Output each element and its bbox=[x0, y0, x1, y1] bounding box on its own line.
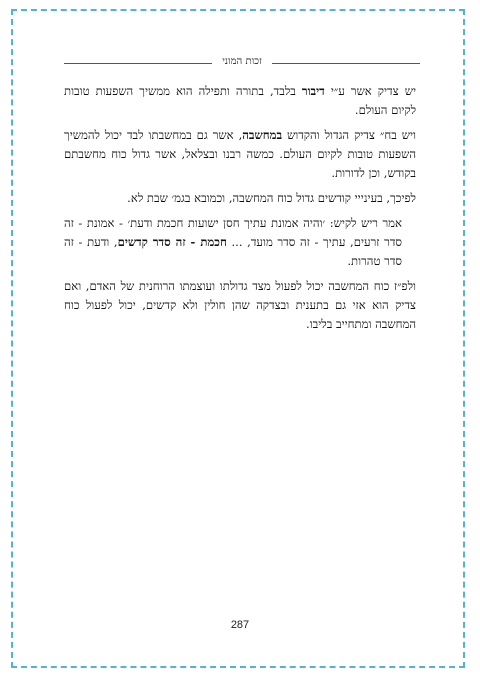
paragraph-conclusion bbox=[64, 277, 416, 334]
paragraph-text: , אשר גם במחשבתו לבד יכול להמשיך השפעות טובות לקיום העולם. כמשה רבנו ובצלאל, אשר גדול כוח מחשבתם בקודש, וכן לדורות. bbox=[64, 128, 416, 180]
quote-text: , ודעת - זה סדר טהרות. bbox=[64, 235, 402, 268]
paragraph-text: לפיכך, בעינייי קודשים גדול כוח המחשבה, וכמובא בגמ׳ שבת לא. bbox=[127, 191, 416, 205]
quote-block bbox=[64, 214, 416, 271]
paragraph-text: יש צדיק אשר ע״י bbox=[324, 84, 416, 98]
page-number: 287 bbox=[230, 619, 250, 631]
paragraph-thought bbox=[64, 126, 416, 183]
running-header bbox=[64, 55, 420, 69]
paragraph-text: ויש בח״ צדיק הגדול והקדוש bbox=[282, 128, 416, 142]
bold-term: דיבור bbox=[301, 84, 325, 98]
paragraph-text: בלבד, בתורה ותפילה הוא ממשיך השפעות טובות לקיום העולם. bbox=[64, 84, 416, 117]
bold-term: במחשבה bbox=[242, 128, 283, 142]
header-rule-left bbox=[64, 63, 212, 64]
header-rule-right bbox=[272, 63, 420, 64]
page-body bbox=[64, 82, 416, 340]
paragraph-text: ולפ״ז כוח המחשבה יכול לפעול מצד גדולתו ועוצמתו הרוחנית של האדם, ואם צדיק הוא אזי גם בתענית ובצדקה שהן חולין ולא קדשים, יכול לפעול כוח המחשבה ומתחייב בליבו. bbox=[64, 279, 416, 331]
paragraph-speech bbox=[64, 82, 416, 120]
bold-term: חכמת - זה סדר קדשים bbox=[117, 235, 227, 249]
header-title: זכות המוני bbox=[222, 56, 262, 67]
paragraph-citation-intro bbox=[64, 189, 416, 208]
quote-text: אמר ריש לקיש: ׳והיה אמונת עתיך חסן ישועות חכמת ודעת׳ - אמונת - זה סדר זרעים, עתיך - זה סדר מועד, ... bbox=[64, 216, 403, 249]
